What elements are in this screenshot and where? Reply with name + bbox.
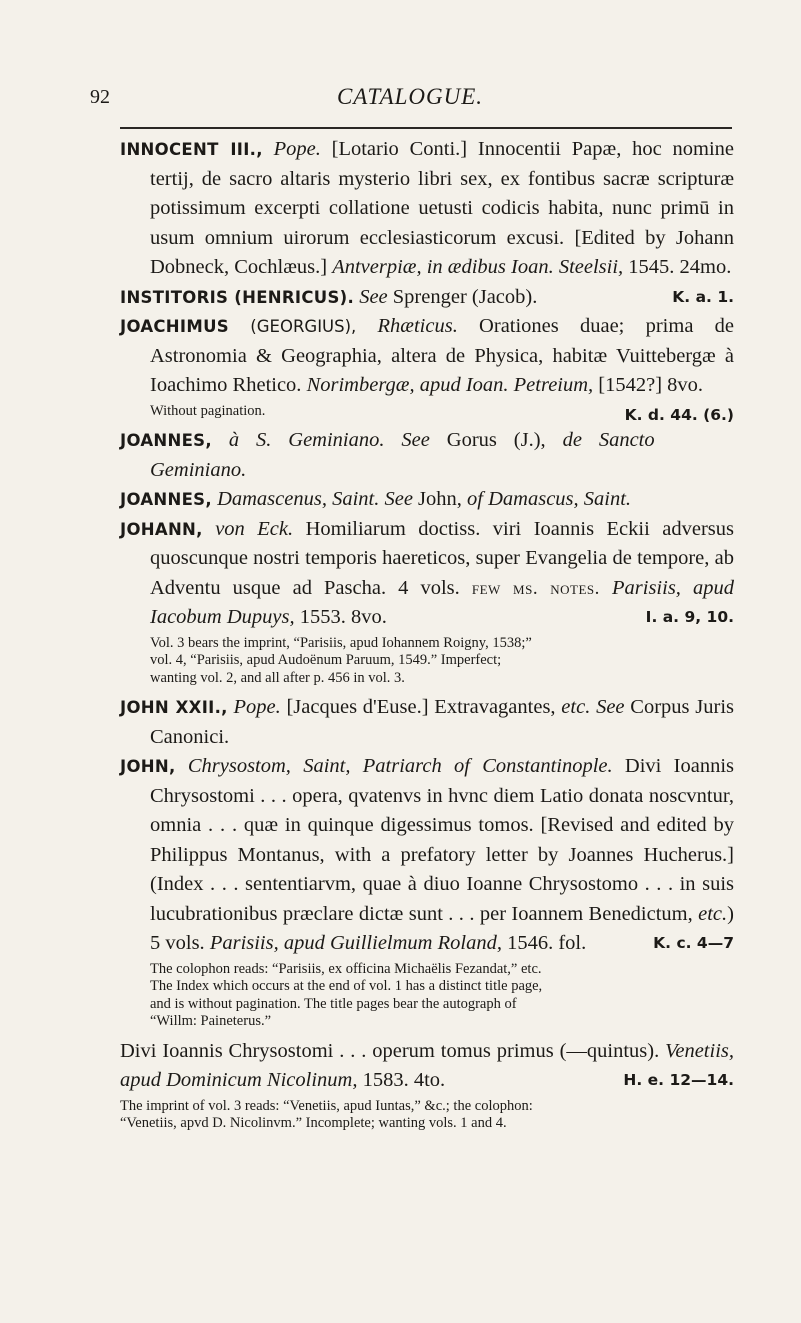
shelfmark: K. c. 4—7 xyxy=(653,934,734,952)
entry-title: Homiliarum doctiss. viri Ioannis Eckii adversus quoscunque nostri temporis haereticos, super Evangelia de tempore, ab Adventu usque ad Pascha. 4 vols. xyxy=(150,517,734,599)
entry-cross-reference: John, xyxy=(412,488,468,510)
page-header xyxy=(90,78,730,114)
note-line: and is without pagination. The title pages bear the autograph of xyxy=(150,995,517,1012)
entry-imprint: Venetiis, apud Dominicum Nicolinum, xyxy=(120,1039,734,1091)
entry-title: Divi Ioannis Chrysostomi . . . operum tomus primus (—quintus). xyxy=(120,1039,666,1062)
note-line: Vol. 3 bears the imprint, “Parisiis, apud Iohannem Roigny, 1538;” xyxy=(150,634,532,651)
note-line: The colophon reads: “Parisiis, ex officina Michaëlis Fezandat,” etc. xyxy=(150,960,542,977)
note-line: The Index which occurs at the end of vol. 1 has a distinct title page, xyxy=(150,978,543,994)
entry-john-xxii xyxy=(120,693,734,752)
shelfmark: K. d. 44. (6.) xyxy=(624,405,734,424)
entry-qualifier: von Eck. xyxy=(202,517,294,540)
entry-cross-reference-qualifier: of Damascus, Saint. xyxy=(467,488,632,510)
entry-heading-forename: (GEORGIUS), xyxy=(228,317,357,336)
entry-heading: JOHANN, xyxy=(120,519,203,539)
entry-volumes: ) 5 vols. xyxy=(150,902,734,954)
entry-title: [Lotario Conti.] Innocentii Papæ, hoc nomine tertij, de sacro altaris mysterio libri sex, ex fontibus sacræ scripturæ potissimum excerpti collatione uetusti codicis habita, nunc primū in usum omnium uirorum ecclesiasticorum excusi. [Edited by Johann Dobneck, Cochlæus.] xyxy=(150,138,734,278)
entry-heading: JOACHIMUS xyxy=(120,317,229,336)
note-line: vol. 4, “Parisiis, apud Audoënum Paruum, 1549.” Imperfect; xyxy=(150,652,502,668)
entry-imprint: Norimbergæ, apud Ioan. Petreium, xyxy=(306,374,594,396)
entry-etc: etc. xyxy=(698,902,728,925)
entry-heading: JOHN, xyxy=(120,757,176,776)
entry-heading: INNOCENT III., xyxy=(120,140,263,159)
entry-note xyxy=(120,1098,734,1133)
entry-cross-reference: Gorus (J.), xyxy=(429,429,563,451)
entry-joannes-geminiano xyxy=(120,426,734,485)
entry-qualifier: Pope. xyxy=(227,696,281,718)
entry-heading: JOHN XXII., xyxy=(120,698,228,717)
shelfmark: K. a. 1. xyxy=(672,287,734,306)
entry-cross-reference-qualifier: de Sancto Geminiano. xyxy=(150,429,655,481)
entry-imprint: Parisiis, apud Iacobum Dupuys, xyxy=(150,576,735,628)
entry-joannes-damascenus xyxy=(120,485,734,515)
shelfmark: H. e. 12—14. xyxy=(623,1071,734,1089)
entry-date-format: [1542?] 8vo. xyxy=(593,374,704,396)
entry-date-format: 1546. fol. xyxy=(501,932,587,954)
entry-date-format: 1583. 4to. xyxy=(357,1069,446,1091)
entry-imprint: Antverpiæ, in ædibus Ioan. Steelsii, xyxy=(332,256,624,278)
header-rule xyxy=(120,127,732,129)
entry-date-format: 1553. 8vo. xyxy=(294,606,387,628)
note-line: “Venetiis, apvd D. Nicolinvm.” Incomplete; wanting vols. 1 and 4. xyxy=(120,1115,507,1131)
entry-heading: JOANNES, xyxy=(120,490,212,509)
entry-qualifier: Rhæticus. xyxy=(356,315,458,337)
entry-heading: JOANNES, xyxy=(120,431,212,450)
entry-imprint: Parisiis, apud Guillielmum Roland, xyxy=(209,932,502,954)
entry-see: See xyxy=(354,285,388,308)
entry-qualifier: Pope. xyxy=(262,138,332,160)
entry-chrysostom-venetiis xyxy=(120,1037,734,1096)
entry-title: [Jacques d'Euse.] Extravagantes, xyxy=(280,696,562,718)
entry-title: Divi Ioannis Chrysostomi . . . opera, qvatenvs in hvnc diem Latio donata noscvntur, omnia . . . quæ in quinque digessimus tomos. [Revised and edited by Philippus Montanus, with a prefatory letter by Joannes Hucherus.] (Index . . . sententiarvm, quae à diuo Ioanne Chrysostomo . . . in suis lucubrationibus præclare dictæ sunt . . . per Ioannem Benedictum, xyxy=(150,755,734,925)
entry-cross-reference: Corpus Juris Canonici. xyxy=(150,696,734,748)
entry-johann-eck xyxy=(120,515,734,633)
entry-qualifier: Damascenus, Saint. See xyxy=(211,488,413,510)
entry-note xyxy=(150,961,734,1031)
entry-date-format: 1545. 24mo. xyxy=(623,256,732,278)
note-line: “Willm: Paineterus.” xyxy=(150,1013,272,1029)
catalogue-entries xyxy=(120,135,734,1139)
entry-note: Without pagination. xyxy=(150,402,266,419)
page-number: 92 xyxy=(90,86,110,108)
entry-qualifier: à S. Geminiano. See xyxy=(211,429,430,451)
entry-qualifier: Chrysostom, Saint, Patriarch of Constantinople. xyxy=(175,755,613,777)
note-line: wanting vol. 2, and all after p. 456 in vol. 3. xyxy=(150,669,405,686)
entry-see: etc. See xyxy=(561,696,625,718)
entry-heading: INSTITORIS (HENRICUS). xyxy=(120,287,355,307)
entry-john-chrysostom xyxy=(120,752,734,959)
entry-cross-reference: Sprenger (Jacob). xyxy=(387,285,538,308)
entry-title: Orationes duae; prima de Astronomia & Geographia, altera de Physica, habitæ Vuittebergæ à Ioachimo Rhetico. xyxy=(150,315,735,396)
shelfmark: I. a. 9, 10. xyxy=(645,608,734,626)
entry-ms-notes: few ms. notes. xyxy=(471,577,600,599)
entry-note xyxy=(150,635,734,688)
entry-institoris xyxy=(120,283,734,313)
running-head: CATALOGUE. xyxy=(336,84,484,109)
note-line: The imprint of vol. 3 reads: “Venetiis, apud Iuntas,” &c.; the colophon: xyxy=(120,1097,533,1114)
